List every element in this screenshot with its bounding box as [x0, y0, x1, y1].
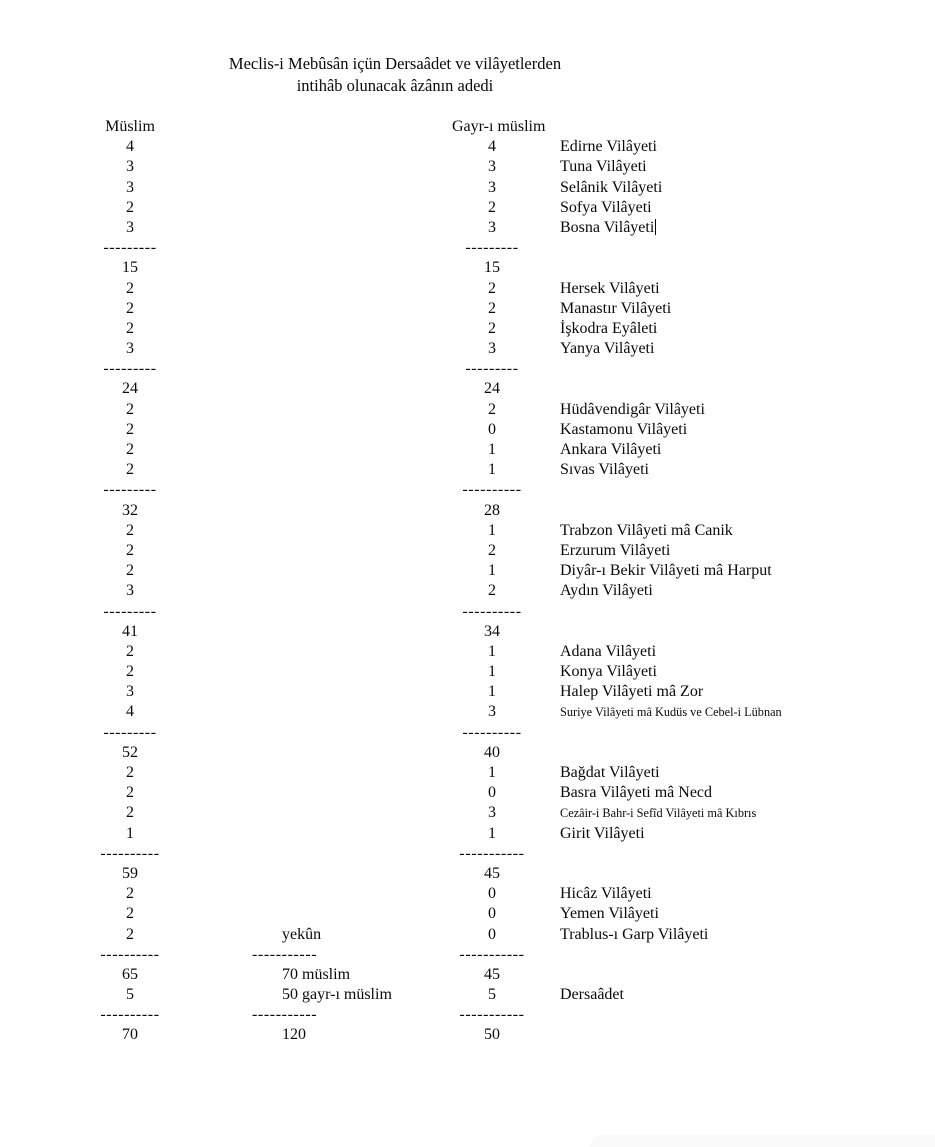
- gayri-muslim-count-cell: 2: [488, 299, 496, 317]
- gayri-muslim-count-cell: 2: [488, 400, 496, 418]
- muslim-count-cell: 2: [126, 925, 134, 943]
- middle-cell: -----------: [252, 1006, 318, 1024]
- table-row: [0, 682, 935, 702]
- table-row: [0, 157, 935, 177]
- table-header-row: [0, 117, 935, 137]
- muslim-count-cell: 2: [126, 663, 134, 681]
- table-row: [0, 137, 935, 157]
- title-line-1: Meclis-i Mebûsân içün Dersaâdet ve vilâyetlerden: [228, 54, 562, 73]
- province-name: Hüdâvendigâr Vilâyeti: [560, 400, 705, 418]
- gayri-muslim-count-cell: 24: [484, 380, 500, 398]
- gayri-muslim-count-cell: 45: [484, 965, 500, 983]
- table-row: [0, 904, 935, 924]
- province-name: Aydın Vilâyeti: [560, 582, 653, 600]
- gayri-muslim-count-cell: 2: [488, 279, 496, 297]
- province-name: İşkodra Eyâleti: [560, 319, 658, 337]
- muslim-count-cell: 41: [122, 622, 138, 640]
- muslim-count-cell: 4: [126, 703, 134, 721]
- table-row: [0, 359, 935, 379]
- gayri-muslim-count-cell: ---------: [465, 239, 519, 257]
- muslim-count-cell: 70: [122, 1026, 138, 1044]
- table-row: [0, 702, 935, 722]
- table-body: [0, 137, 935, 1045]
- table-row: [0, 339, 935, 359]
- muslim-count-cell: 2: [126, 541, 134, 559]
- table-row: [0, 319, 935, 339]
- gayri-muslim-count-cell: -----------: [459, 945, 525, 963]
- table-row: [0, 521, 935, 541]
- muslim-count-cell: 3: [126, 340, 134, 358]
- gayri-muslim-count-cell: 3: [488, 178, 496, 196]
- gayri-muslim-count-cell: ----------: [462, 602, 522, 620]
- province-name: Diyâr-ı Bekir Vilâyeti mâ Harput: [560, 562, 772, 580]
- table-row: [0, 985, 935, 1005]
- province-name: Edirne Vilâyeti: [560, 138, 657, 156]
- province-name-cell: [560, 178, 662, 198]
- gayri-muslim-count-cell: 3: [488, 218, 496, 236]
- province-name-cell: [560, 218, 656, 238]
- muslim-count-cell: 2: [126, 420, 134, 438]
- province-name: Sıvas Vilâyeti: [560, 461, 649, 479]
- province-name-cell: [560, 824, 645, 844]
- table-row: [0, 561, 935, 581]
- table-row: [0, 178, 935, 198]
- province-name-cell: [560, 985, 624, 1005]
- gayri-muslim-count-cell: 2: [488, 541, 496, 559]
- table-row: [0, 884, 935, 904]
- province-name-cell: [560, 541, 670, 561]
- muslim-count-cell: 2: [126, 905, 134, 923]
- gayri-muslim-count-cell: 1: [488, 562, 496, 580]
- province-name: Sofya Vilâyeti: [560, 198, 652, 216]
- province-name: Yanya Vilâyeti: [560, 340, 655, 358]
- province-name-cell: [560, 198, 652, 218]
- table-row: [0, 299, 935, 319]
- table-row: [0, 460, 935, 480]
- province-name-cell: [560, 440, 661, 460]
- table-row: [0, 622, 935, 642]
- table-row: [0, 420, 935, 440]
- table-row: [0, 440, 935, 460]
- muslim-count-cell: 3: [126, 683, 134, 701]
- gayri-muslim-count-cell: 45: [484, 864, 500, 882]
- gayri-muslim-count-cell: 2: [488, 582, 496, 600]
- table-row: [0, 541, 935, 561]
- muslim-count-cell: ---------: [103, 723, 157, 741]
- table-row: [0, 279, 935, 299]
- muslim-count-cell: 2: [126, 461, 134, 479]
- muslim-count-cell: ----------: [100, 844, 160, 862]
- province-name: Bağdat Vilâyeti: [560, 764, 660, 781]
- table-row: [0, 945, 935, 965]
- province-name: Trablus-ı Garp Vilâyeti: [560, 925, 709, 943]
- muslim-count-cell: 15: [122, 259, 138, 277]
- gayri-muslim-count-cell: 3: [488, 804, 496, 822]
- province-name-cell: [560, 299, 671, 319]
- muslim-count-cell: ---------: [103, 360, 157, 378]
- gayri-muslim-count-cell: 3: [488, 703, 496, 721]
- table-row: [0, 824, 935, 844]
- table-row: [0, 602, 935, 622]
- muslim-count-cell: 2: [126, 784, 134, 802]
- title-line-2: intihâb olunacak âzânın adedi: [296, 75, 494, 95]
- gayri-muslim-count-cell: 1: [488, 642, 496, 660]
- muslim-count-cell: 65: [122, 965, 138, 983]
- muslim-count-cell: 3: [126, 582, 134, 600]
- gayri-muslim-count-cell: 0: [488, 420, 496, 438]
- province-name-cell: [560, 925, 708, 945]
- province-name-cell: [560, 157, 647, 177]
- muslim-count-cell: 59: [122, 864, 138, 882]
- muslim-count-cell: 2: [126, 299, 134, 317]
- province-name: Tuna Vilâyeti: [560, 158, 647, 176]
- muslim-count-cell: 3: [126, 178, 134, 196]
- table-row: [0, 1005, 935, 1025]
- table-row: [0, 965, 935, 985]
- table-row: [0, 844, 935, 864]
- muslim-count-cell: 32: [122, 501, 138, 519]
- province-name-cell: [560, 460, 649, 480]
- text-cursor: [655, 219, 656, 235]
- gayri-muslim-count-cell: 3: [488, 340, 496, 358]
- gayri-muslim-count-cell: 28: [484, 501, 500, 519]
- province-name-cell: [560, 702, 782, 722]
- province-name: Selânik Vilâyeti: [560, 178, 663, 196]
- province-name-cell: [560, 279, 660, 299]
- middle-cell: yekûn: [282, 925, 322, 943]
- gayri-muslim-count-cell: ---------: [465, 360, 519, 378]
- gayri-muslim-count-cell: 1: [488, 521, 496, 539]
- province-name-cell: [560, 682, 703, 702]
- gayri-muslim-count-cell: 0: [488, 905, 496, 923]
- table-row: [0, 258, 935, 278]
- province-name: Bosna Vilâyeti: [560, 218, 655, 236]
- gayri-muslim-count-cell: 2: [488, 319, 496, 337]
- province-name-cell: [560, 319, 657, 339]
- province-name-cell: [560, 521, 733, 541]
- province-name: Halep Vilâyeti mâ Zor: [560, 683, 704, 701]
- gayri-muslim-count-cell: 40: [484, 743, 500, 761]
- muslim-count-cell: ---------: [103, 602, 157, 620]
- table-row: [0, 198, 935, 218]
- province-name: Basra Vilâyeti mâ Necd: [560, 784, 713, 802]
- table-row: [0, 218, 935, 238]
- gayri-muslim-count-cell: 0: [488, 885, 496, 903]
- province-name: Ankara Vilâyeti: [560, 441, 662, 458]
- muslim-count-cell: 2: [126, 400, 134, 418]
- muslim-count-cell: 52: [122, 743, 138, 761]
- gayri-muslim-count-cell: 1: [488, 441, 496, 458]
- muslim-count-cell: 2: [126, 521, 134, 539]
- province-name-cell: [560, 561, 772, 581]
- counts-table: [0, 117, 935, 1046]
- muslim-count-cell: 2: [126, 804, 134, 822]
- province-name: Yemen Vilâyeti: [560, 905, 659, 923]
- province-name-cell: [560, 803, 756, 823]
- province-name: Trabzon Vilâyeti mâ Canik: [560, 521, 733, 539]
- gayri-muslim-count-cell: 50: [484, 1026, 500, 1044]
- gayri-muslim-count-cell: -----------: [459, 1006, 525, 1024]
- province-name: Suriye Vilâyeti mâ Kudüs ve Cebel-i Lübnan: [560, 705, 782, 720]
- muslim-count-cell: 2: [126, 198, 134, 216]
- province-name: Manastır Vilâyeti: [560, 299, 672, 317]
- province-name: Hersek Vilâyeti: [560, 279, 660, 297]
- gayri-muslim-count-cell: 3: [488, 158, 496, 176]
- table-row: [0, 480, 935, 500]
- bottom-right-overlay: [590, 1135, 935, 1147]
- document-title: [95, 53, 695, 96]
- province-name-cell: [560, 783, 712, 803]
- province-name-cell: [560, 884, 652, 904]
- table-row: [0, 238, 935, 258]
- province-name: Dersaâdet: [560, 986, 624, 1004]
- muslim-count-cell: 2: [126, 441, 134, 458]
- province-name: Erzurum Vilâyeti: [560, 541, 671, 559]
- province-name-cell: [560, 339, 654, 359]
- muslim-count-cell: ----------: [100, 945, 160, 963]
- middle-cell: -----------: [252, 945, 318, 963]
- table-row: [0, 642, 935, 662]
- table-row: [0, 803, 935, 823]
- muslim-count-cell: 3: [126, 158, 134, 176]
- province-name-cell: [560, 420, 687, 440]
- gayri-muslim-count-cell: 0: [488, 784, 496, 802]
- muslim-count-cell: 2: [126, 764, 134, 781]
- muslim-count-cell: ---------: [103, 481, 157, 499]
- province-name: Kastamonu Vilâyeti: [560, 420, 688, 438]
- gayri-muslim-count-cell: 1: [488, 461, 496, 479]
- table-row: [0, 379, 935, 399]
- gayri-muslim-count-cell: 15: [484, 259, 500, 277]
- muslim-count-cell: 2: [126, 642, 134, 660]
- muslim-count-cell: 4: [126, 138, 134, 156]
- muslim-column-header: Müslim: [105, 118, 155, 135]
- middle-cell: 70 müslim: [282, 965, 351, 983]
- gayri-muslim-count-cell: -----------: [459, 844, 525, 862]
- province-name: Adana Vilâyeti: [560, 642, 657, 660]
- gayri-muslim-count-cell: 2: [488, 198, 496, 216]
- province-name-cell: [560, 581, 653, 601]
- table-row: [0, 501, 935, 521]
- gayri-muslim-count-cell: 0: [488, 925, 496, 943]
- gayri-muslim-count-cell: 5: [488, 986, 496, 1004]
- muslim-count-cell: 2: [126, 279, 134, 297]
- gayri-muslim-column-header: Gayr-ı müslim: [452, 118, 546, 135]
- table-row: [0, 581, 935, 601]
- muslim-count-cell: 2: [126, 885, 134, 903]
- gayri-muslim-count-cell: 1: [488, 764, 496, 781]
- table-row: [0, 662, 935, 682]
- middle-cell: 50 gayr-ı müslim: [282, 986, 392, 1004]
- province-name-cell: [560, 763, 660, 783]
- province-name: Cezâir-i Bahr-i Sefîd Vilâyeti mâ Kıbrıs: [560, 806, 757, 821]
- province-name-cell: [560, 642, 656, 662]
- table-row: [0, 864, 935, 884]
- muslim-count-cell: ---------: [103, 239, 157, 257]
- muslim-count-cell: 2: [126, 562, 134, 580]
- province-name: Konya Vilâyeti: [560, 663, 657, 681]
- gayri-muslim-count-cell: 34: [484, 622, 500, 640]
- muslim-count-cell: ----------: [100, 1006, 160, 1024]
- province-name-cell: [560, 137, 657, 157]
- gayri-muslim-count-cell: 1: [488, 824, 496, 842]
- table-row: [0, 925, 935, 945]
- gayri-muslim-count-cell: 1: [488, 683, 496, 701]
- gayri-muslim-count-cell: 1: [488, 663, 496, 681]
- table-row: [0, 763, 935, 783]
- muslim-count-cell: 5: [126, 986, 134, 1004]
- province-name-cell: [560, 400, 705, 420]
- table-row: [0, 1025, 935, 1045]
- table-row: [0, 400, 935, 420]
- table-row: [0, 783, 935, 803]
- table-row: [0, 723, 935, 743]
- muslim-count-cell: 3: [126, 218, 134, 236]
- table-row: [0, 743, 935, 763]
- muslim-count-cell: 1: [126, 824, 134, 842]
- province-name-cell: [560, 662, 657, 682]
- province-name: Girit Vilâyeti: [560, 824, 645, 842]
- province-name-cell: [560, 904, 659, 924]
- middle-cell: 120: [282, 1026, 306, 1044]
- muslim-count-cell: 24: [122, 380, 138, 398]
- gayri-muslim-count-cell: ----------: [462, 481, 522, 499]
- muslim-count-cell: 2: [126, 319, 134, 337]
- gayri-muslim-count-cell: 4: [488, 138, 496, 156]
- gayri-muslim-count-cell: ----------: [462, 723, 522, 741]
- province-name: Hicâz Vilâyeti: [560, 885, 652, 903]
